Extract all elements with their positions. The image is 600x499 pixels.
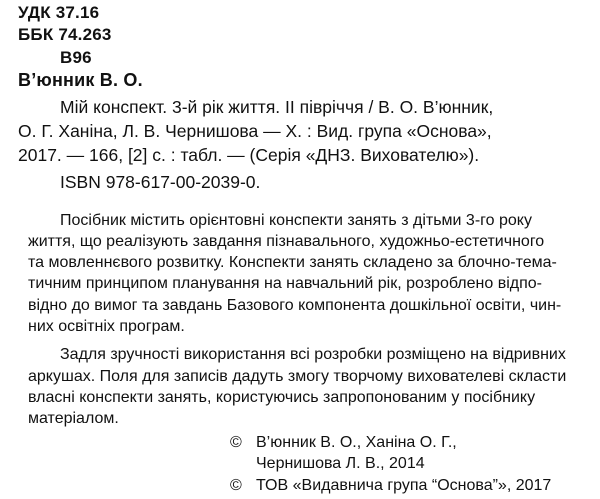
bibliographic-line: 2017. — 166, [2] с. : табл. — (Серія «ДНЗ. Вихователю»).: [18, 145, 480, 165]
copyright-holder: ТОВ «Видавнича група “Основа”», 2017: [256, 477, 552, 494]
isbn: ISBN 978-617-00-2039-0.: [60, 172, 261, 192]
author-mark: В96: [60, 48, 92, 67]
annotation-line: матеріалом.: [28, 410, 119, 427]
copyright-holder: В’юнник В. О., Ханіна О. Г.,: [256, 434, 457, 451]
copyright-icon: ©: [230, 434, 242, 451]
copyright-holder: Чернишова Л. В., 2014: [256, 455, 425, 472]
udk-code: УДК 37.16: [18, 3, 100, 22]
bibliographic-line: О. Г. Ханіна, Л. В. Чернишова — Х. : Вид. група «Основа»,: [18, 121, 492, 141]
author-heading: В’юнник В. О.: [18, 70, 143, 90]
annotation-line: Посібник містить орієнтовні конспекти занять з дітьми 3-го року: [60, 212, 532, 229]
annotation-line: життя, що реалізують завдання пізнавального, художньо-естетичного: [28, 233, 545, 250]
annotation-line: та мовленнєвого розвитку. Конспекти занять складено за блочно-тема-: [28, 254, 557, 271]
annotation-line: тичним принципом планування на навчальний рік, розроблено відпо-: [28, 275, 542, 292]
bbk-code: ББК 74.263: [18, 25, 112, 44]
annotation-line: власні конспекти занять, користуючись запропонованим у посібнику: [28, 389, 536, 406]
bibliographic-line: Мій конспект. 3-й рік життя. II півріччя / В. О. В’юнник,: [60, 97, 494, 117]
annotation-line: аркушах. Поля для записів дадуть змогу творчому вихователеві скласти: [28, 368, 567, 385]
annotation-line: них освітніх програм.: [28, 318, 185, 335]
annotation-line: відно до вимог та завдань Базового компонента дошкільної освіти, чин-: [28, 297, 562, 314]
annotation-line: Задля зручності використання всі розробки розміщено на відривних: [60, 346, 566, 363]
copyright-icon: ©: [230, 477, 242, 494]
